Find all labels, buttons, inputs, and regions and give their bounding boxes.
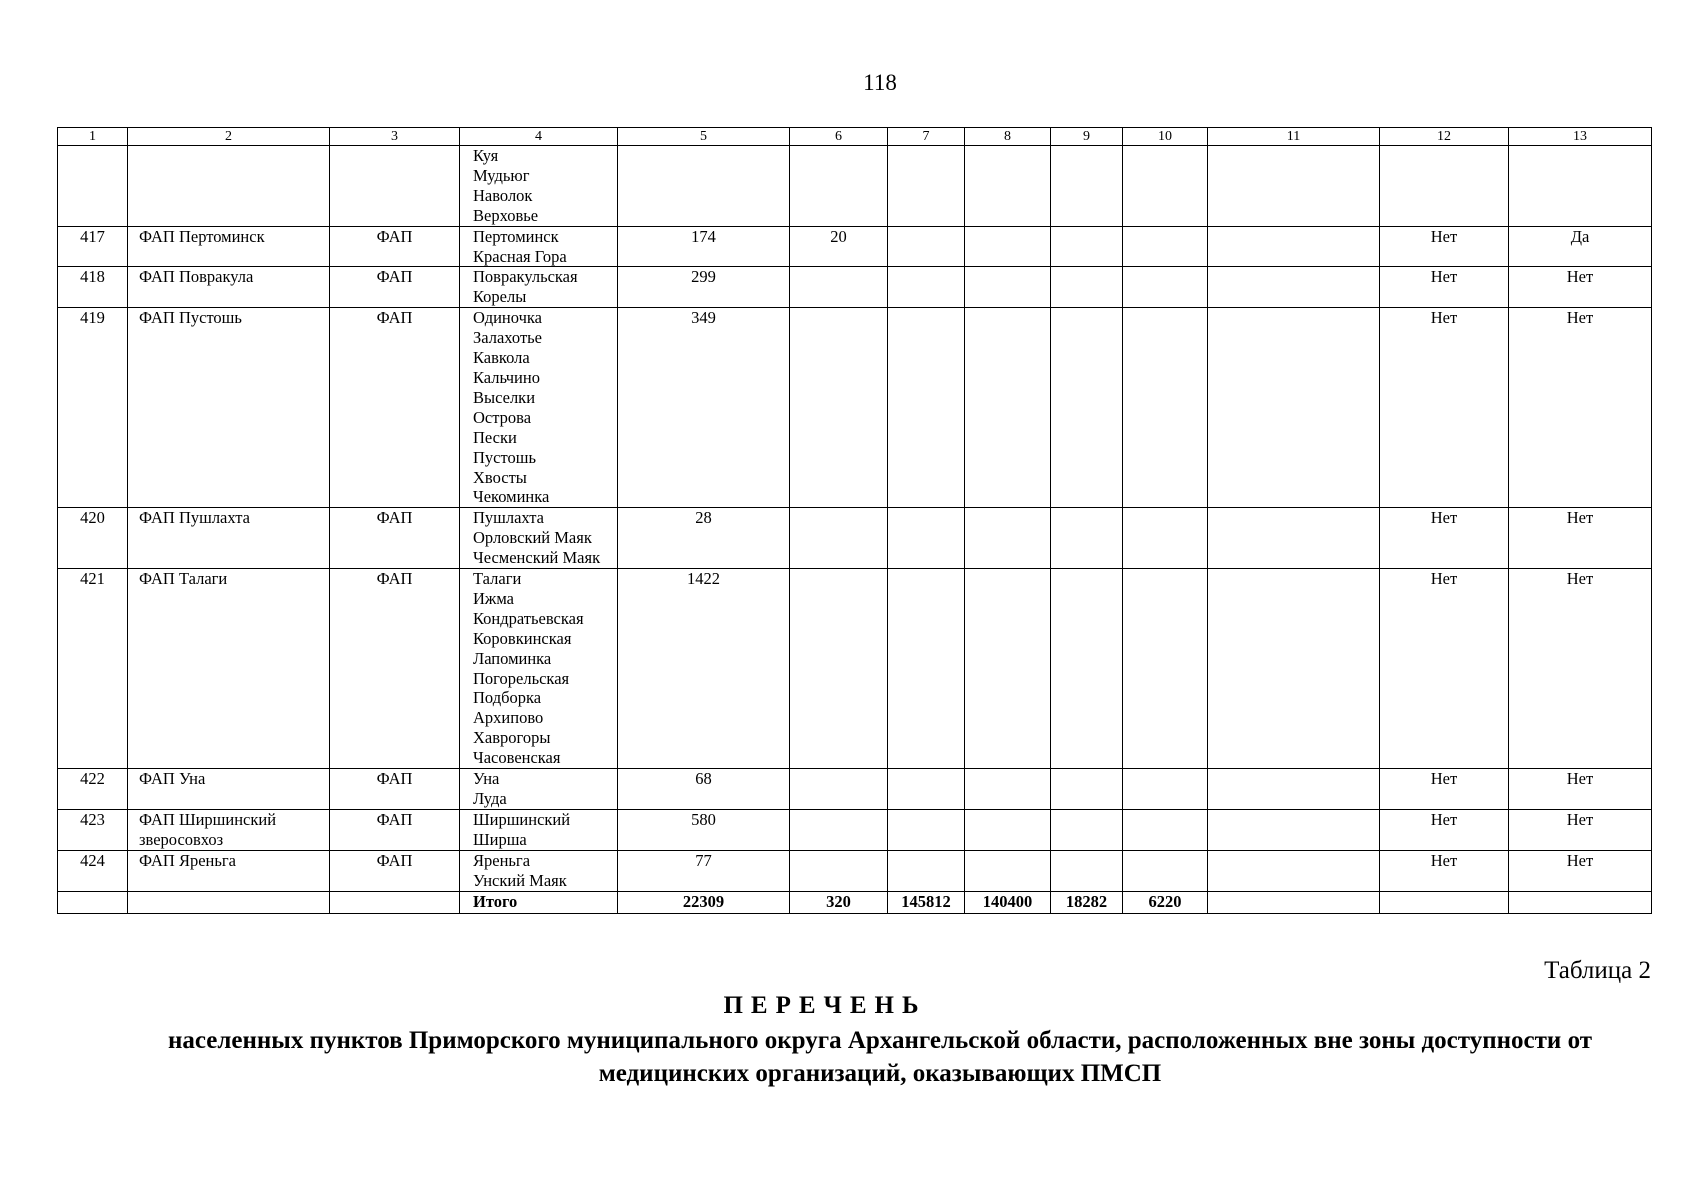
col-6-cell (790, 308, 888, 508)
total-cell (330, 891, 460, 913)
col-9-cell (1051, 267, 1123, 308)
col-11-cell (1208, 226, 1380, 267)
col-11-cell (1208, 508, 1380, 569)
table-row (58, 569, 1652, 769)
col-6-cell (790, 850, 888, 891)
localities-cell: Уна Луда (460, 769, 618, 810)
col-6-cell (790, 146, 888, 227)
row-number-cell: 419 (58, 308, 128, 508)
col-6-cell (790, 769, 888, 810)
col-6-cell (790, 569, 888, 769)
facility-name-cell: ФАП Яреньга (128, 850, 330, 891)
localities-cell: Пертоминск Красная Гора (460, 226, 618, 267)
col-7-cell (888, 226, 965, 267)
col-9-cell (1051, 850, 1123, 891)
col-12-cell: Нет (1380, 850, 1509, 891)
population-cell (618, 146, 790, 227)
facility-name-cell (128, 146, 330, 227)
col-12-cell: Нет (1380, 267, 1509, 308)
row-number-cell: 424 (58, 850, 128, 891)
col-13-cell: Нет (1509, 569, 1652, 769)
col-12-cell: Нет (1380, 508, 1509, 569)
table-row (58, 267, 1652, 308)
col-13-cell: Нет (1509, 809, 1652, 850)
column-number: 8 (965, 128, 1051, 146)
localities-cell: Куя Мудьюг Наволок Верховье (460, 146, 618, 227)
total-label: Итого (460, 891, 618, 913)
total-col-7: 145812 (888, 891, 965, 913)
col-13-cell: Нет (1509, 769, 1652, 810)
total-cell (1380, 891, 1509, 913)
facilities-table (57, 127, 1652, 914)
col-13-cell: Да (1509, 226, 1652, 267)
row-number-cell: 420 (58, 508, 128, 569)
total-col-9: 18282 (1051, 891, 1123, 913)
col-11-cell (1208, 850, 1380, 891)
col-11-cell (1208, 267, 1380, 308)
col-9-cell (1051, 769, 1123, 810)
population-cell: 580 (618, 809, 790, 850)
col-12-cell: Нет (1380, 226, 1509, 267)
col-12-cell: Нет (1380, 569, 1509, 769)
col-7-cell (888, 508, 965, 569)
column-number: 9 (1051, 128, 1123, 146)
col-8-cell (965, 809, 1051, 850)
col-9-cell (1051, 569, 1123, 769)
col-7-cell (888, 769, 965, 810)
col-13-cell: Нет (1509, 508, 1652, 569)
population-cell: 77 (618, 850, 790, 891)
col-8-cell (965, 226, 1051, 267)
table-row (58, 809, 1652, 850)
col-6-cell: 20 (790, 226, 888, 267)
total-cell (1509, 891, 1652, 913)
column-number: 10 (1123, 128, 1208, 146)
col-11-cell (1208, 308, 1380, 508)
column-number: 7 (888, 128, 965, 146)
col-7-cell (888, 146, 965, 227)
col-10-cell (1123, 769, 1208, 810)
col-9-cell (1051, 226, 1123, 267)
row-number-cell: 418 (58, 267, 128, 308)
localities-cell: Яреньга Унский Маяк (460, 850, 618, 891)
col-13-cell: Нет (1509, 850, 1652, 891)
col-9-cell (1051, 508, 1123, 569)
col-13-cell (1509, 146, 1652, 227)
total-col-10: 6220 (1123, 891, 1208, 913)
col-9-cell (1051, 809, 1123, 850)
col-11-cell (1208, 809, 1380, 850)
col-8-cell (965, 308, 1051, 508)
table-row (58, 508, 1652, 569)
total-row (58, 891, 1652, 913)
col-8-cell (965, 769, 1051, 810)
facility-name-cell: ФАП Пушлахта (128, 508, 330, 569)
population-cell: 68 (618, 769, 790, 810)
col-10-cell (1123, 267, 1208, 308)
population-cell: 299 (618, 267, 790, 308)
col-8-cell (965, 146, 1051, 227)
col-11-cell (1208, 146, 1380, 227)
facility-name-cell: ФАП Уна (128, 769, 330, 810)
row-number-cell (58, 146, 128, 227)
col-11-cell (1208, 569, 1380, 769)
total-col-6: 320 (790, 891, 888, 913)
column-number: 12 (1380, 128, 1509, 146)
page-number: 118 (863, 70, 897, 95)
table-row (58, 850, 1652, 891)
column-number: 6 (790, 128, 888, 146)
col-7-cell (888, 850, 965, 891)
col-13-cell: Нет (1509, 267, 1652, 308)
column-number-row (58, 128, 1652, 146)
localities-cell: Талаги Ижма Кондратьевская Коровкинская Лапоминка Погорельская Подборка Архипово Хаврогоры Часовенская (460, 569, 618, 769)
col-9-cell (1051, 308, 1123, 508)
table-row (58, 226, 1652, 267)
facility-type-cell: ФАП (330, 308, 460, 508)
facility-type-cell: ФАП (330, 569, 460, 769)
localities-cell: Ширшинский Ширша (460, 809, 618, 850)
row-number-cell: 423 (58, 809, 128, 850)
col-12-cell: Нет (1380, 809, 1509, 850)
facility-name-cell: ФАП Талаги (128, 569, 330, 769)
col-13-cell: Нет (1509, 308, 1652, 508)
column-number: 4 (460, 128, 618, 146)
population-cell: 349 (618, 308, 790, 508)
total-cell (1208, 891, 1380, 913)
col-7-cell (888, 267, 965, 308)
row-number-cell: 422 (58, 769, 128, 810)
facility-name-cell: ФАП Повракула (128, 267, 330, 308)
col-7-cell (888, 308, 965, 508)
total-col-8: 140400 (965, 891, 1051, 913)
col-8-cell (965, 850, 1051, 891)
table-row (58, 308, 1652, 508)
col-10-cell (1123, 146, 1208, 227)
facility-type-cell (330, 146, 460, 227)
col-12-cell (1380, 146, 1509, 227)
col-8-cell (965, 569, 1051, 769)
row-number-cell: 421 (58, 569, 128, 769)
row-number-cell: 417 (58, 226, 128, 267)
col-7-cell (888, 809, 965, 850)
localities-cell: Одиночка Залахотье Кавкола Кальчино Выселки Острова Пески Пустошь Хвосты Чекоминка (460, 308, 618, 508)
facility-name-cell: ФАП Пустошь (128, 308, 330, 508)
localities-cell: Повракульская Корелы (460, 267, 618, 308)
facility-name-cell: ФАП Ширшинский зверосовхоз (128, 809, 330, 850)
col-6-cell (790, 809, 888, 850)
facility-name-cell: ФАП Пертоминск (128, 226, 330, 267)
col-6-cell (790, 508, 888, 569)
population-cell: 1422 (618, 569, 790, 769)
column-number: 11 (1208, 128, 1380, 146)
col-8-cell (965, 508, 1051, 569)
col-10-cell (1123, 850, 1208, 891)
column-number: 2 (128, 128, 330, 146)
column-number: 13 (1509, 128, 1652, 146)
col-12-cell: Нет (1380, 308, 1509, 508)
col-6-cell (790, 267, 888, 308)
col-10-cell (1123, 226, 1208, 267)
facility-type-cell: ФАП (330, 809, 460, 850)
facility-type-cell: ФАП (330, 267, 460, 308)
col-10-cell (1123, 308, 1208, 508)
col-9-cell (1051, 146, 1123, 227)
col-10-cell (1123, 809, 1208, 850)
total-population: 22309 (618, 891, 790, 913)
col-10-cell (1123, 569, 1208, 769)
facility-type-cell: ФАП (330, 226, 460, 267)
document-title: ПЕРЕЧЕНЬ (723, 992, 927, 1019)
table-row (58, 769, 1652, 810)
col-11-cell (1208, 769, 1380, 810)
col-10-cell (1123, 508, 1208, 569)
col-7-cell (888, 569, 965, 769)
total-cell (58, 891, 128, 913)
table-row (58, 146, 1652, 227)
facility-type-cell: ФАП (330, 508, 460, 569)
col-12-cell: Нет (1380, 769, 1509, 810)
facility-type-cell: ФАП (330, 769, 460, 810)
column-number: 1 (58, 128, 128, 146)
population-cell: 174 (618, 226, 790, 267)
total-cell (128, 891, 330, 913)
population-cell: 28 (618, 508, 790, 569)
column-number: 3 (330, 128, 460, 146)
localities-cell: Пушлахта Орловский Маяк Чесменский Маяк (460, 508, 618, 569)
col-8-cell (965, 267, 1051, 308)
table-label: Таблица 2 (1544, 957, 1651, 984)
document-subtitle: населенных пунктов Приморского муниципального округа Архангельской области, расположенных вне зоны доступности от медицинских организаций, оказывающих ПМСП (167, 1027, 1593, 1087)
facility-type-cell: ФАП (330, 850, 460, 891)
column-number: 5 (618, 128, 790, 146)
